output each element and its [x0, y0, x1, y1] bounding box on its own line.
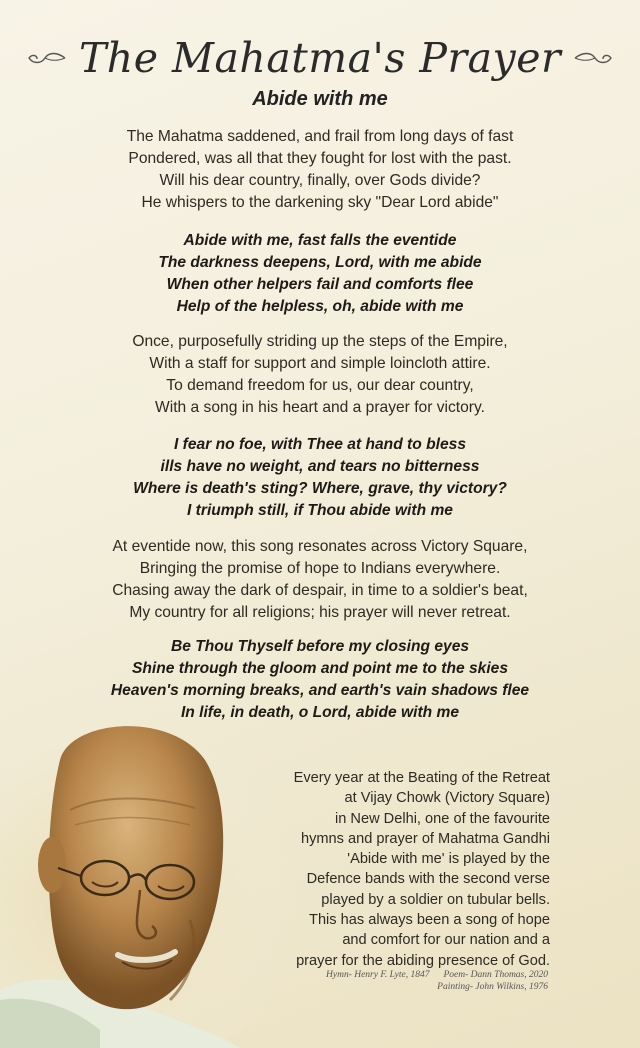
note-line: at Vijay Chowk (Victory Square)	[344, 790, 550, 807]
note-line: Every year at the Beating of the Retreat	[293, 770, 550, 786]
hymn-line: Shine through the gloom and point me to the skies	[132, 660, 508, 677]
painting-credit: Painting- John Wilkins, 1976	[437, 982, 548, 992]
poem-line: Pondered, was all that they fought for lost with the past.	[128, 150, 512, 167]
note-line: Defence bands with the second verse	[306, 871, 550, 888]
poem-line: At eventide now, this song resonates across Victory Square,	[112, 538, 528, 555]
poem-line: With a song in his heart and a prayer for victory.	[155, 399, 485, 416]
hymn-line: Help of the helpless, oh, abide with me	[176, 298, 464, 315]
credits-line-1	[326, 969, 548, 981]
note-line: and comfort for our nation and a	[342, 932, 550, 949]
note-line: in New Delhi, one of the favourite	[335, 810, 550, 827]
hymn-line: The darkness deepens, Lord, with me abide	[158, 254, 482, 271]
note-line: This has always been a song of hope	[309, 912, 550, 929]
page-subtitle: Abide with me	[252, 88, 388, 110]
hymn-line: ills have no weight, and tears no bitterness	[160, 458, 480, 475]
note-line: hymns and prayer of Mahatma Gandhi	[300, 830, 550, 847]
hymn-credit: Hymn- Henry F. Lyte, 1847	[326, 970, 430, 980]
hymn-line: In life, in death, o Lord, abide with me	[180, 704, 460, 721]
note-line: 'Abide with me' is played by the	[347, 851, 550, 868]
note-line: played by a soldier on tubular bells.	[321, 891, 550, 908]
hymn-line: Abide with me, fast falls the eventide	[183, 232, 457, 249]
poem-credit: Poem- Dann Thomas, 2020	[443, 970, 548, 980]
right-flourish-icon	[573, 49, 615, 67]
poem-stanza-1	[0, 126, 640, 214]
hymn-line: I fear no foe, with Thee at hand to bless	[174, 436, 466, 453]
poem-line: Will his dear country, finally, over Gods divide?	[159, 172, 481, 189]
poem-line: With a staff for support and simple loincloth attire.	[149, 355, 491, 372]
credits	[326, 969, 548, 993]
left-flourish-icon	[25, 49, 67, 67]
poem-line: To demand freedom for us, our dear country,	[166, 377, 474, 394]
note-line: prayer for the abiding presence of God.	[296, 952, 550, 969]
poem-stanza-2	[0, 331, 640, 419]
hymn-line: Heaven's morning breaks, and earth's vain shadows flee	[110, 682, 530, 699]
poem-line: He whispers to the darkening sky "Dear Lord abide"	[141, 194, 499, 211]
poem-line: Chasing away the dark of despair, in time to a soldier's beat,	[112, 582, 528, 599]
hymn-verse-1	[0, 230, 640, 318]
poem-line: The Mahatma saddened, and frail from long days of fast	[126, 128, 514, 145]
hymn-verse-2	[0, 434, 640, 522]
poem-line: Once, purposefully striding up the steps of the Empire,	[132, 333, 508, 350]
poem-stanza-3	[0, 536, 640, 624]
hymn-line: Be Thou Thyself before my closing eyes	[170, 638, 470, 655]
hymn-line: Where is death's sting? Where, grave, thy victory?	[133, 480, 507, 497]
page-title: The Mahatma's Prayer	[78, 34, 562, 82]
hymn-line: I triumph still, if Thou abide with me	[187, 502, 453, 519]
poem-line: Bringing the promise of hope to Indians everywhere.	[139, 560, 501, 577]
hymn-line: When other helpers fail and comforts flee	[166, 276, 474, 293]
title-row	[0, 28, 640, 88]
poem-line: My country for all religions; his prayer will never retreat.	[129, 604, 511, 621]
beating-retreat-note	[230, 768, 550, 971]
